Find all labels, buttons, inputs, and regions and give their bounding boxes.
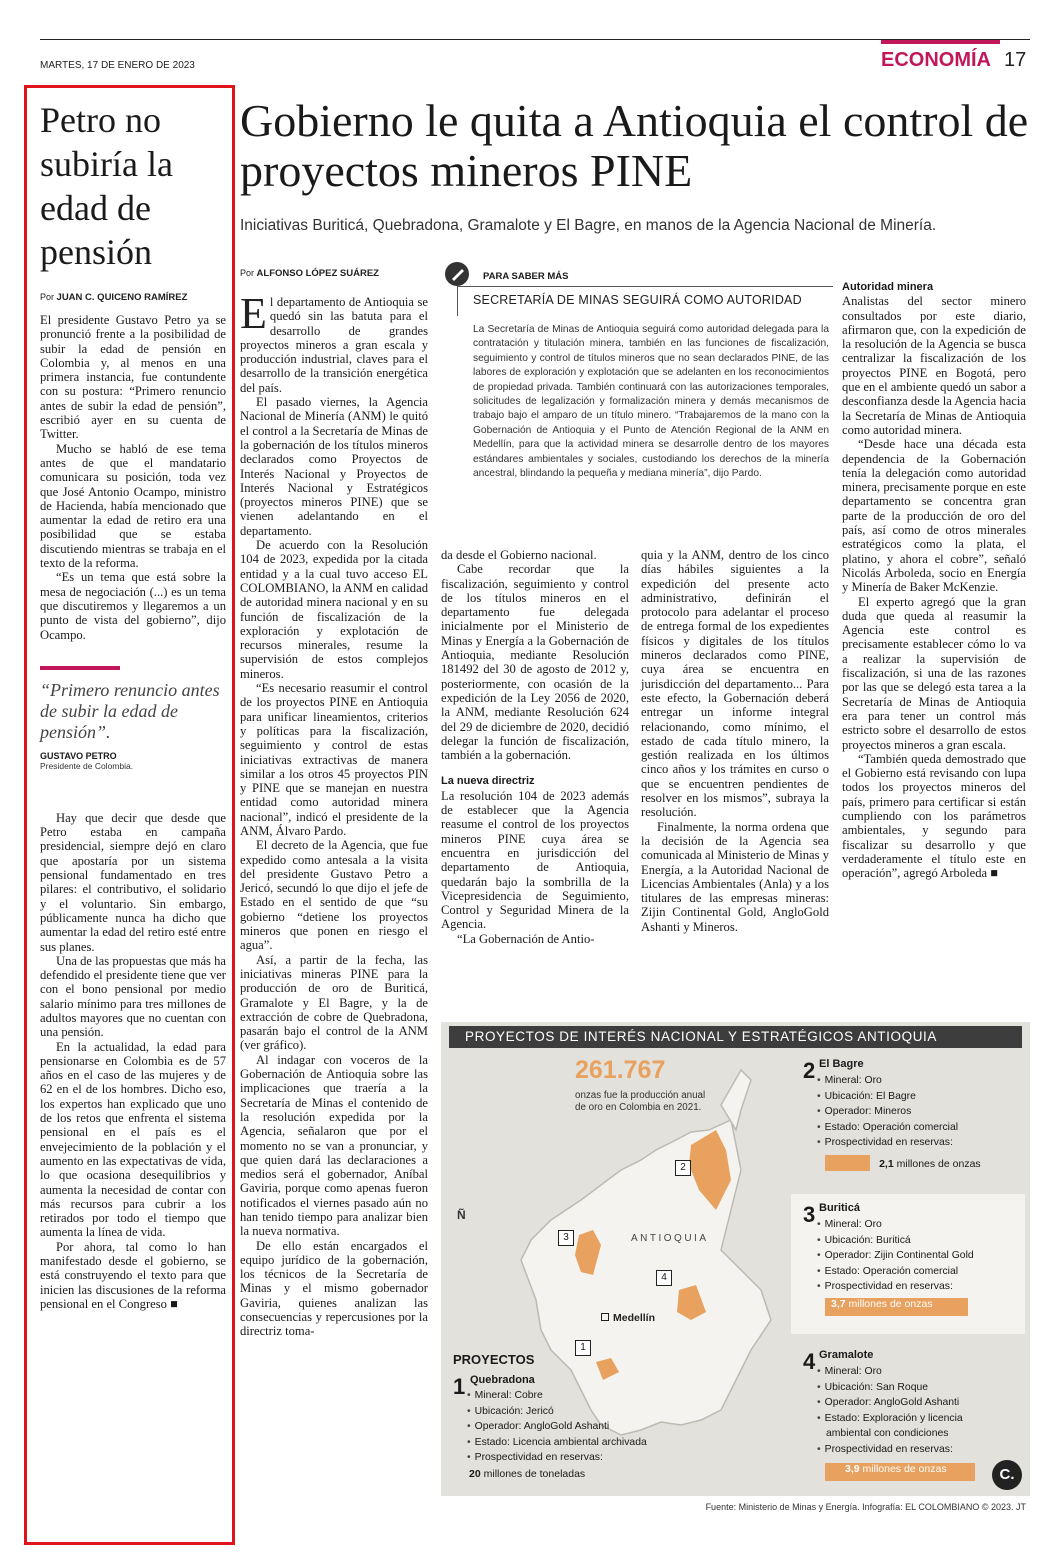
map-marker-1: 1 [575, 1340, 591, 1356]
map-region-label: ANTIOQUIA [631, 1233, 709, 1244]
sidebox-rule [457, 286, 833, 287]
subhead-nueva-directriz: La nueva directriz [441, 775, 535, 788]
main-author: ALFONSO LÓPEZ SUÁREZ [256, 268, 379, 279]
sidebar-article [40, 98, 226, 1311]
sidebar-body-bottom: Hay que decir que desde que Petro estaba en campaña presidencial, siempre dejó en claro que apostaría por un sistema pensional fundamentado en tres pilares: el contributivo, el solidario y el voluntario. Sin embargo, públicamente nunca ha dicho que aumentar la edad del retiro esté entre sus planes. Una de las propuestas que más ha defendido el presidente tiene que ver con el bono pensional por medio salario mínimo para tres millones de adultos mayores que no cuentan con una pensión. En la actualidad, la edad para pensionarse en Colombia es de 57 años en el caso de las mujeres y de 62 en el de los hombres. Dicho eso, los expertos han explicado que uno de los retos que enfrenta el sistema pensional en el país es el envejecimiento de la población y el aumento en las expectativas de vida, lo que ocasiona desequilibrios y aumenta la necesidad de contar con más recursos para cubrir a los retirados por todo el tiempo que aumenta la línea de vida. Por ahora, tal como lo han manifestado desde el gobierno, se está construyendo el texto para que inicien las discusiones de la reforma pensional en el Congreso ■ [40, 810, 227, 1311]
quote-author: GUSTAVO PETRO [40, 750, 117, 761]
quote-accent-bar [40, 666, 120, 670]
sidebar-title: Petro no subiría la edad de pensión [40, 100, 173, 272]
pull-quote: “Primero renuncio antes de subir la edad de pensión”. [40, 679, 220, 742]
publisher-logo: C. [992, 1460, 1022, 1490]
north-arrow-icon: Ñ [457, 1208, 466, 1222]
quote-role: Presidente de Colombia. [40, 760, 134, 771]
sidebar-byline: Por JUAN C. QUICENO RAMÍREZ [40, 292, 188, 303]
main-col-2: da desde el Gobierno nacional. Cabe recordar que la fiscalización, seguimiento y control de los títulos mineros en el departamento fue delegada inicialmente por el Ministerio de Minas y Energía a la Gobernación de Antioquia, mediante Resolución 181492 del 30 de agosto de 2012 y, posteriormente, con ocasión de la expedición de la Ley 2056 de 2020, la ANM, mediante Resolución 624 del 29 de diciembre de 2020, decidió delegar la función de fiscalización, también a la gobernación. La nueva directriz La resolución 104 de 2023 además de establecer que la Agencia reasume el control de los proyectos mineros PINE cuya área se encuentra en jurisdicción del departamento de Antioquia, quedarán bajo la sombrilla de la Vicepresidencia de Seguimiento, Control y Seguridad Minera de la Agencia. “La Gobernación de Antio- [441, 548, 629, 946]
info-sidebox [443, 262, 833, 547]
infographic: PROYECTOS DE INTERÉS NACIONAL Y ESTRATÉGICOS ANTIOQUIA 2 3 4 1 ANTIOQUIA Medellín Ñ 261.767 onzas fue la producción anual de oro en Colombia en 2021. PROYECTOS 1 Quebradona • Mineral: Cobre • Ubicación: Jericó • Operador: AngloGold Ashanti • Estado: Licencia ambiental archivada • Prospectividad en reservas: 20 millones de toneladas 2 El Bagre • Mineral: Oro • Ubicación: El Bagre • Operador: Mineros • Estado: Operación comercial • Prospectividad en reservas: 2,1 millones de onzas 3 Buriticá • Mineral: Oro • Ubicación: Buriticá • Operador: Zijin Continental Gold • Estado: Operación comercial • Prospectividad en reservas: 3,7 millones de onzas 4 Gramalote • Mineral: Oro • Ubicación: San Roque • Operador: AngloGold Ashanti • Estado: Exploración y licencia ambiental con condiciones • Prospectividad en reservas: 3,9 millones de onzas C. [441, 1022, 1030, 1496]
issue-date: MARTES, 17 DE ENERO DE 2023 [40, 60, 195, 71]
sidebar-author: JUAN C. QUICENO RAMÍREZ [56, 292, 188, 303]
infographic-source: Fuente: Ministerio de Minas y Energía. Infografía: EL COLOMBIANO © 2023. JT [705, 1502, 1026, 1512]
city-marker-icon [601, 1313, 609, 1321]
subhead-autoridad-minera: Autoridad minera [842, 281, 934, 293]
main-col-4: Autoridad minera Analistas del sector minero consultados por este diario, afirmaron que, con la expedición de la resolución de la Agencia se busca centralizar la fiscalización de los proyectos PINE en Bogotá, pero que en el ambiente quedó un sabor a desconfianza desde la Agencia hacia la Secretaría de Minas de Antioquia como autoridad minera. “Desde hace una década esta dependencia de la Gobernación tenía la delegación como autoridad minera, precisamente porque en este departamento se concentra gran parte de la producción de oro del país, así como de otros minerales estratégicos como la plata, el platino, y ahora el cobre”, señaló Nicolás Arboleda, socio en Energía y Minería de Baker McKenzie. El experto agregó que la gran duda que queda al reasumir la Agencia este control es precisamente establecer cómo lo va a realizar la supervisión de fiscalización, si una de las razones por las que se delegó esta tarea a la Secretaría de Minas de Antioquia era para tener un control más estricto sobre el desarrollo de estos proyectos mineros a gran escala. “También queda demostrado que el Gobierno está revisando con lupa todos los proyectos mineros del país, primero para certificar si están cumpliendo con los parámetros ambientales, y segundo para fiscalizar su desarrollo y que verdaderamente el título este en operación”, agregó Arboleda ■ [842, 281, 1026, 881]
sidebox-title: SECRETARÍA DE MINAS SEGUIRÁ COMO AUTORIDAD [473, 293, 802, 307]
projects-heading: PROYECTOS [453, 1352, 535, 1367]
reserve-bar-el-bagre [825, 1155, 870, 1171]
big-number: 261.767 [575, 1056, 666, 1084]
sidebox-kicker: PARA SABER MÁS [483, 271, 569, 282]
section-name: ECONOMÍA [881, 49, 991, 71]
main-col-1: Por ALFONSO LÓPEZ SUÁREZ El departamento de Antioquia se quedó sin las batuta para el desarrollo de grandes proyectos mineros a gran escala y producción industrial, claves para el desarrollo de la transición energética del país. El pasado viernes, la Agencia Nacional de Minería (ANM) le quitó el control a la Secretaría de Minas de la gobernación de los títulos mineros declarados como Proyectos de Interés Nacional y Proyectos de Interés Nacional y Estratégicos (proyectos mineros PINE) que se vienen adelantando en el departamento. De acuerdo con la Resolución 104 de 2023, expedida por la citada entidad y a la cual tuvo acceso EL COLOMBIANO, la ANM en calidad de autoridad minera nacional y en su función de fiscalización de la exploración y explotación de recursos minerales, resume la supervisión de estos complejos mineros. “Es necesario reasumir el control de los proyectos PINE en Antioquia para unificar lineamientos, criterios y políticas para la fiscalización, seguimiento y control de estas iniciativas extractivas de manera similar a los otros 45 proyectos PIN y PINE que se manejan en nuestra entidad como autoridad minera nacional”, indicó el presidente de la ANM, Álvaro Pardo. El decreto de la Agencia, que fue expedido como antesala a la visita del presidente Gustavo Petro a Jericó, secundó lo que dijo el jefe de Estado en el sentido de que “su gobierno “detiene los proyectos mineros que ponen en riesgo el agua”. Así, a partir de la fecha, las iniciativas mineras PINE para la producción de oro de Buriticá, Gramalote y El Bagre, y la de extracción de cobre de Quebradona, pasarán bajo el control de la ANM (ver gráfico). Al indagar con voceros de la Gobernación de Antioquia sobre las implicaciones que traería a la Secretaría de Minas el contenido de la resolución expedida por la Agencia, señalaron que por el momento no se van a pronunciar, y que quien dará las declaraciones a medios será el gobernador, Aníbal Gaviria, porque como apenas fueron notificados el viernes pasado aún no han tenido tiempo para analizar bien la nueva normativa. De ello están encargados el equipo jurídico de la gobernación, los técnicos de la Secretaría de Minas y el mismo gobernador Gaviria, quienes analizan las consecuencias y repercusiones por la directriz toma- [240, 268, 428, 1339]
main-subtitle: Iniciativas Buriticá, Quebradona, Gramalote y El Bagre, en manos de la Agencia Nacional de Minería. [240, 217, 937, 234]
drop-cap: E [240, 289, 267, 338]
map-marker-2: 2 [675, 1160, 691, 1176]
city-label: Medellín [601, 1312, 655, 1324]
sidebox-text: La Secretaría de Minas de Antioquia seguirá como autoridad delegada para la contratación y titulación minera, también en las funciones de fiscalización, seguimiento y control de títulos mineros que no sean declarados PINE, de las labores de exploración y explotación que se adelanten en los reconocimientos de propiedad privada. También continuará con las autorizaciones temporales, solicitudes de legalización y formalización minera y demás mecanismos de trabajo bajo el amparo de un título minero. “Trabajaremos de la mano con la Gobernación de Antioquia y el Punto de Atención Regional de la ANM en Medellín, para que la actividad minera se desarrolle dentro de los mayores estándares ambientales y sociales, custodiando los derechos de la minería ancestral, blindando la pequeña y mediana minería”, dijo Pardo. [473, 324, 829, 480]
page-number: 17 [1004, 49, 1027, 71]
map-marker-3: 3 [558, 1230, 574, 1246]
pin-pen-icon [445, 262, 469, 286]
section-accent-bar [881, 40, 1000, 44]
main-headline: Gobierno le quita a Antioquia el control de proyectos mineros PINE [240, 95, 1029, 196]
sidebar-body-top: El presidente Gustavo Petro ya se pronunció frente a la posibilidad de subir la edad de pensión en Colombia y, al menos en una primera instancia, fue contundente con su postura: “Primero renuncio antes de subir la edad de pensión”, escribió ayer en su cuenta de Twitter. Mucho se habló de ese tema antes de que el mandatario comunicara su posición, toda vez que José Antonio Ocampo, ministro de Hacienda, había mencionado que aumentar la edad de retiro era una posibilidad que se estaba discutiendo mientras se trabaja en el texto de la reforma. “Es un tema que está sobre la mesa de negociación (...) es un tema que discutiremos y llegaremos a un punto de vista del gobierno”, dijo Ocampo. [40, 313, 226, 642]
big-number-caption: onzas fue la producción anual de oro en Colombia en 2021. [575, 1090, 706, 1113]
project-buritica: 3 Buriticá • Mineral: Oro • Ubicación: Buriticá • Operador: Zijin Continental Gold • Estado: Operación comercial • Prospectividad en reservas: 3,7 millones de onzas [791, 1194, 1025, 1334]
main-col-3: quia y la ANM, dentro de los cinco días hábiles siguientes a la expedición del presente acto administrativo, definirán el protocolo para adelantar el proceso de entrega formal de los expedientes físicos y digitales de los títulos mineros declarados como PINE, cuya área se encuentra en jurisdicción del departamento... Para este efecto, la Gobernación deberá entregar un informe integral relacionando, como mínimo, el estado de cada título minero, la gestión realizada en los últimos cinco años y los trámites en curso o que se encuentren pendientes de resolver en los mismos”, subraya la resolución. Finalmente, la norma ordena que la decisión de la Agencia sea comunicada al Ministerio de Minas y Energía, a la Autoridad Nacional de Licencias Ambientales (Anla) y a los titulares de las empresas mineras: Zijin Continental Gold, AngloGold Ashanti y Mineros. [641, 548, 829, 934]
map-marker-4: 4 [656, 1270, 672, 1286]
infographic-title: PROYECTOS DE INTERÉS NACIONAL Y ESTRATÉGICOS ANTIOQUIA [449, 1026, 1022, 1048]
main-byline: Por ALFONSO LÓPEZ SUÁREZ [240, 268, 379, 279]
